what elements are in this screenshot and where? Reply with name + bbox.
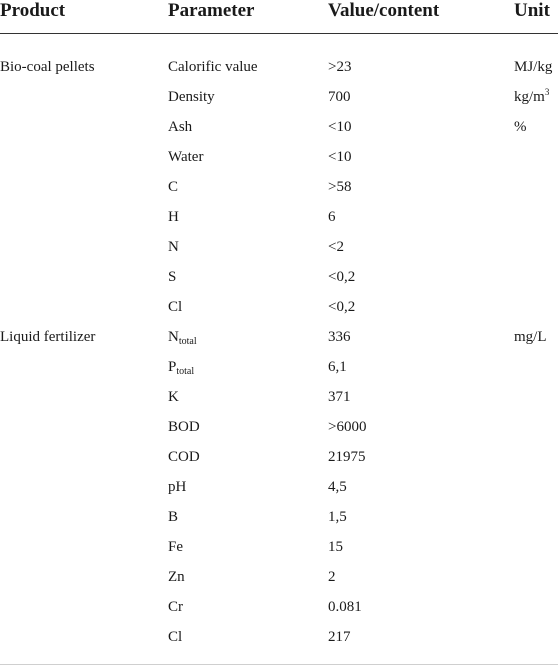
value-cell: 336	[328, 329, 351, 345]
parameter-cell	[168, 238, 328, 268]
value-cell: 700	[328, 89, 351, 105]
parameter-cell	[168, 328, 328, 358]
parameter-cell	[168, 448, 328, 478]
value-cell: <0,2	[328, 299, 356, 315]
unit-cell	[514, 34, 558, 89]
product-cell	[0, 148, 168, 178]
table-row	[0, 328, 558, 358]
table-bottom-divider	[0, 664, 558, 665]
table-row	[0, 508, 558, 538]
unit-cell	[514, 178, 558, 208]
table-header	[0, 0, 558, 34]
table-row	[0, 34, 558, 89]
unit-cell	[514, 208, 558, 238]
product-cell	[0, 358, 168, 388]
unit-cell	[514, 328, 558, 358]
table-row	[0, 358, 558, 388]
table-row	[0, 208, 558, 238]
table-row	[0, 118, 558, 148]
product-cell	[0, 508, 168, 538]
product-cell	[0, 118, 168, 148]
product-cell	[0, 388, 168, 418]
parameter-name: COD	[168, 449, 200, 465]
table-row	[0, 238, 558, 268]
table-row	[0, 448, 558, 478]
unit-text: mg/L	[514, 329, 547, 345]
table-row	[0, 538, 558, 568]
parameter-name: Water	[168, 149, 204, 165]
value-cell: <10	[328, 119, 352, 135]
header-unit: Unit	[514, 0, 550, 21]
parameter-name: N	[168, 239, 179, 255]
value-cell: 4,5	[328, 479, 347, 495]
unit-cell	[514, 88, 558, 118]
parameter-cell	[168, 568, 328, 598]
unit-text: %	[514, 119, 527, 135]
unit-text: MJ/kg	[514, 59, 553, 75]
unit-cell	[514, 568, 558, 598]
parameter-name: B	[168, 509, 179, 525]
parameter-cell	[168, 298, 328, 328]
parameter-cell	[168, 178, 328, 208]
product-cell	[0, 628, 168, 658]
parameter-cell	[168, 88, 328, 118]
product-cell	[0, 598, 168, 628]
parameter-cell	[168, 628, 328, 658]
value-cell: 371	[328, 389, 351, 405]
product-cell	[0, 88, 168, 118]
unit-text: kg/m	[514, 89, 545, 105]
value-cell: 0.081	[328, 599, 362, 615]
unit-cell	[514, 298, 558, 328]
parameter-name: Zn	[168, 569, 185, 585]
unit-cell	[514, 598, 558, 628]
parameter-cell	[168, 268, 328, 298]
value-cell: <10	[328, 149, 352, 165]
product-cell	[0, 238, 168, 268]
product-cell	[0, 478, 168, 508]
table-row	[0, 268, 558, 298]
parameter-cell	[168, 478, 328, 508]
unit-cell	[514, 148, 558, 178]
product-cell	[0, 268, 168, 298]
table-row	[0, 88, 558, 118]
unit-superscript: 3	[544, 87, 550, 97]
value-cell: 2	[328, 569, 336, 585]
value-cell: 6,1	[328, 359, 347, 375]
parameter-cell	[168, 118, 328, 148]
value-cell: <2	[328, 239, 344, 255]
product-cell	[0, 538, 168, 568]
table-row	[0, 568, 558, 598]
parameter-name: S	[168, 269, 177, 285]
value-cell: >23	[328, 59, 352, 75]
unit-cell	[514, 238, 558, 268]
table-row	[0, 178, 558, 208]
header-divider	[0, 33, 558, 34]
parameter-cell	[168, 388, 328, 418]
unit-cell	[514, 358, 558, 388]
parameter-name: Calorific value	[168, 59, 258, 75]
table-row	[0, 478, 558, 508]
value-cell: <0,2	[328, 269, 356, 285]
product-cell	[0, 568, 168, 598]
parameter-name: H	[168, 209, 179, 225]
parameter-name: Fe	[168, 539, 183, 555]
parameter-subscript: total	[178, 336, 197, 347]
value-cell: >6000	[328, 419, 367, 435]
product-cell	[0, 178, 168, 208]
unit-cell	[514, 418, 558, 448]
unit-cell	[514, 448, 558, 478]
parameter-name: Density	[168, 89, 215, 105]
table-row	[0, 388, 558, 418]
parameter-cell	[168, 34, 328, 89]
parameter-cell	[168, 208, 328, 238]
header-product: Product	[0, 0, 66, 21]
table-row	[0, 148, 558, 178]
parameter-name: BOD	[168, 419, 200, 435]
product-cell	[0, 448, 168, 478]
unit-cell	[514, 628, 558, 658]
table-row	[0, 298, 558, 328]
unit-cell	[514, 538, 558, 568]
unit-cell	[514, 268, 558, 298]
product-cell	[0, 418, 168, 448]
parameter-subscript: total	[176, 366, 195, 377]
product-cell	[0, 208, 168, 238]
header-row	[0, 0, 558, 34]
parameter-name: Cr	[168, 599, 183, 615]
parameter-name: K	[168, 389, 179, 405]
unit-cell	[514, 118, 558, 148]
parameter-name: Cl	[168, 629, 183, 645]
unit-cell	[514, 388, 558, 418]
parameter-name: Cl	[168, 299, 183, 315]
value-cell: 6	[328, 209, 336, 225]
header-value: Value/content	[328, 0, 440, 21]
value-cell: 15	[328, 539, 343, 555]
product-cell: Liquid fertilizer	[0, 329, 96, 345]
table-row	[0, 598, 558, 628]
parameter-cell	[168, 508, 328, 538]
parameter-cell	[168, 358, 328, 388]
parameter-cell	[168, 538, 328, 568]
parameter-name: pH	[168, 479, 187, 495]
unit-cell	[514, 478, 558, 508]
value-cell: 217	[328, 629, 351, 645]
parameter-cell	[168, 418, 328, 448]
header-parameter: Parameter	[168, 0, 255, 21]
table-row	[0, 628, 558, 658]
value-cell: 21975	[328, 449, 366, 465]
value-cell: 1,5	[328, 509, 347, 525]
unit-cell	[514, 508, 558, 538]
parameter-name: C	[168, 179, 179, 195]
product-cell	[0, 298, 168, 328]
value-cell: >58	[328, 179, 352, 195]
product-cell: Bio-coal pellets	[0, 59, 95, 75]
parameter-cell	[168, 598, 328, 628]
parameter-name: Ash	[168, 119, 193, 135]
parameter-cell	[168, 148, 328, 178]
parameter-name: N	[168, 329, 179, 345]
table-row	[0, 418, 558, 448]
parameter-name: P	[168, 359, 177, 375]
table-body	[0, 34, 558, 659]
